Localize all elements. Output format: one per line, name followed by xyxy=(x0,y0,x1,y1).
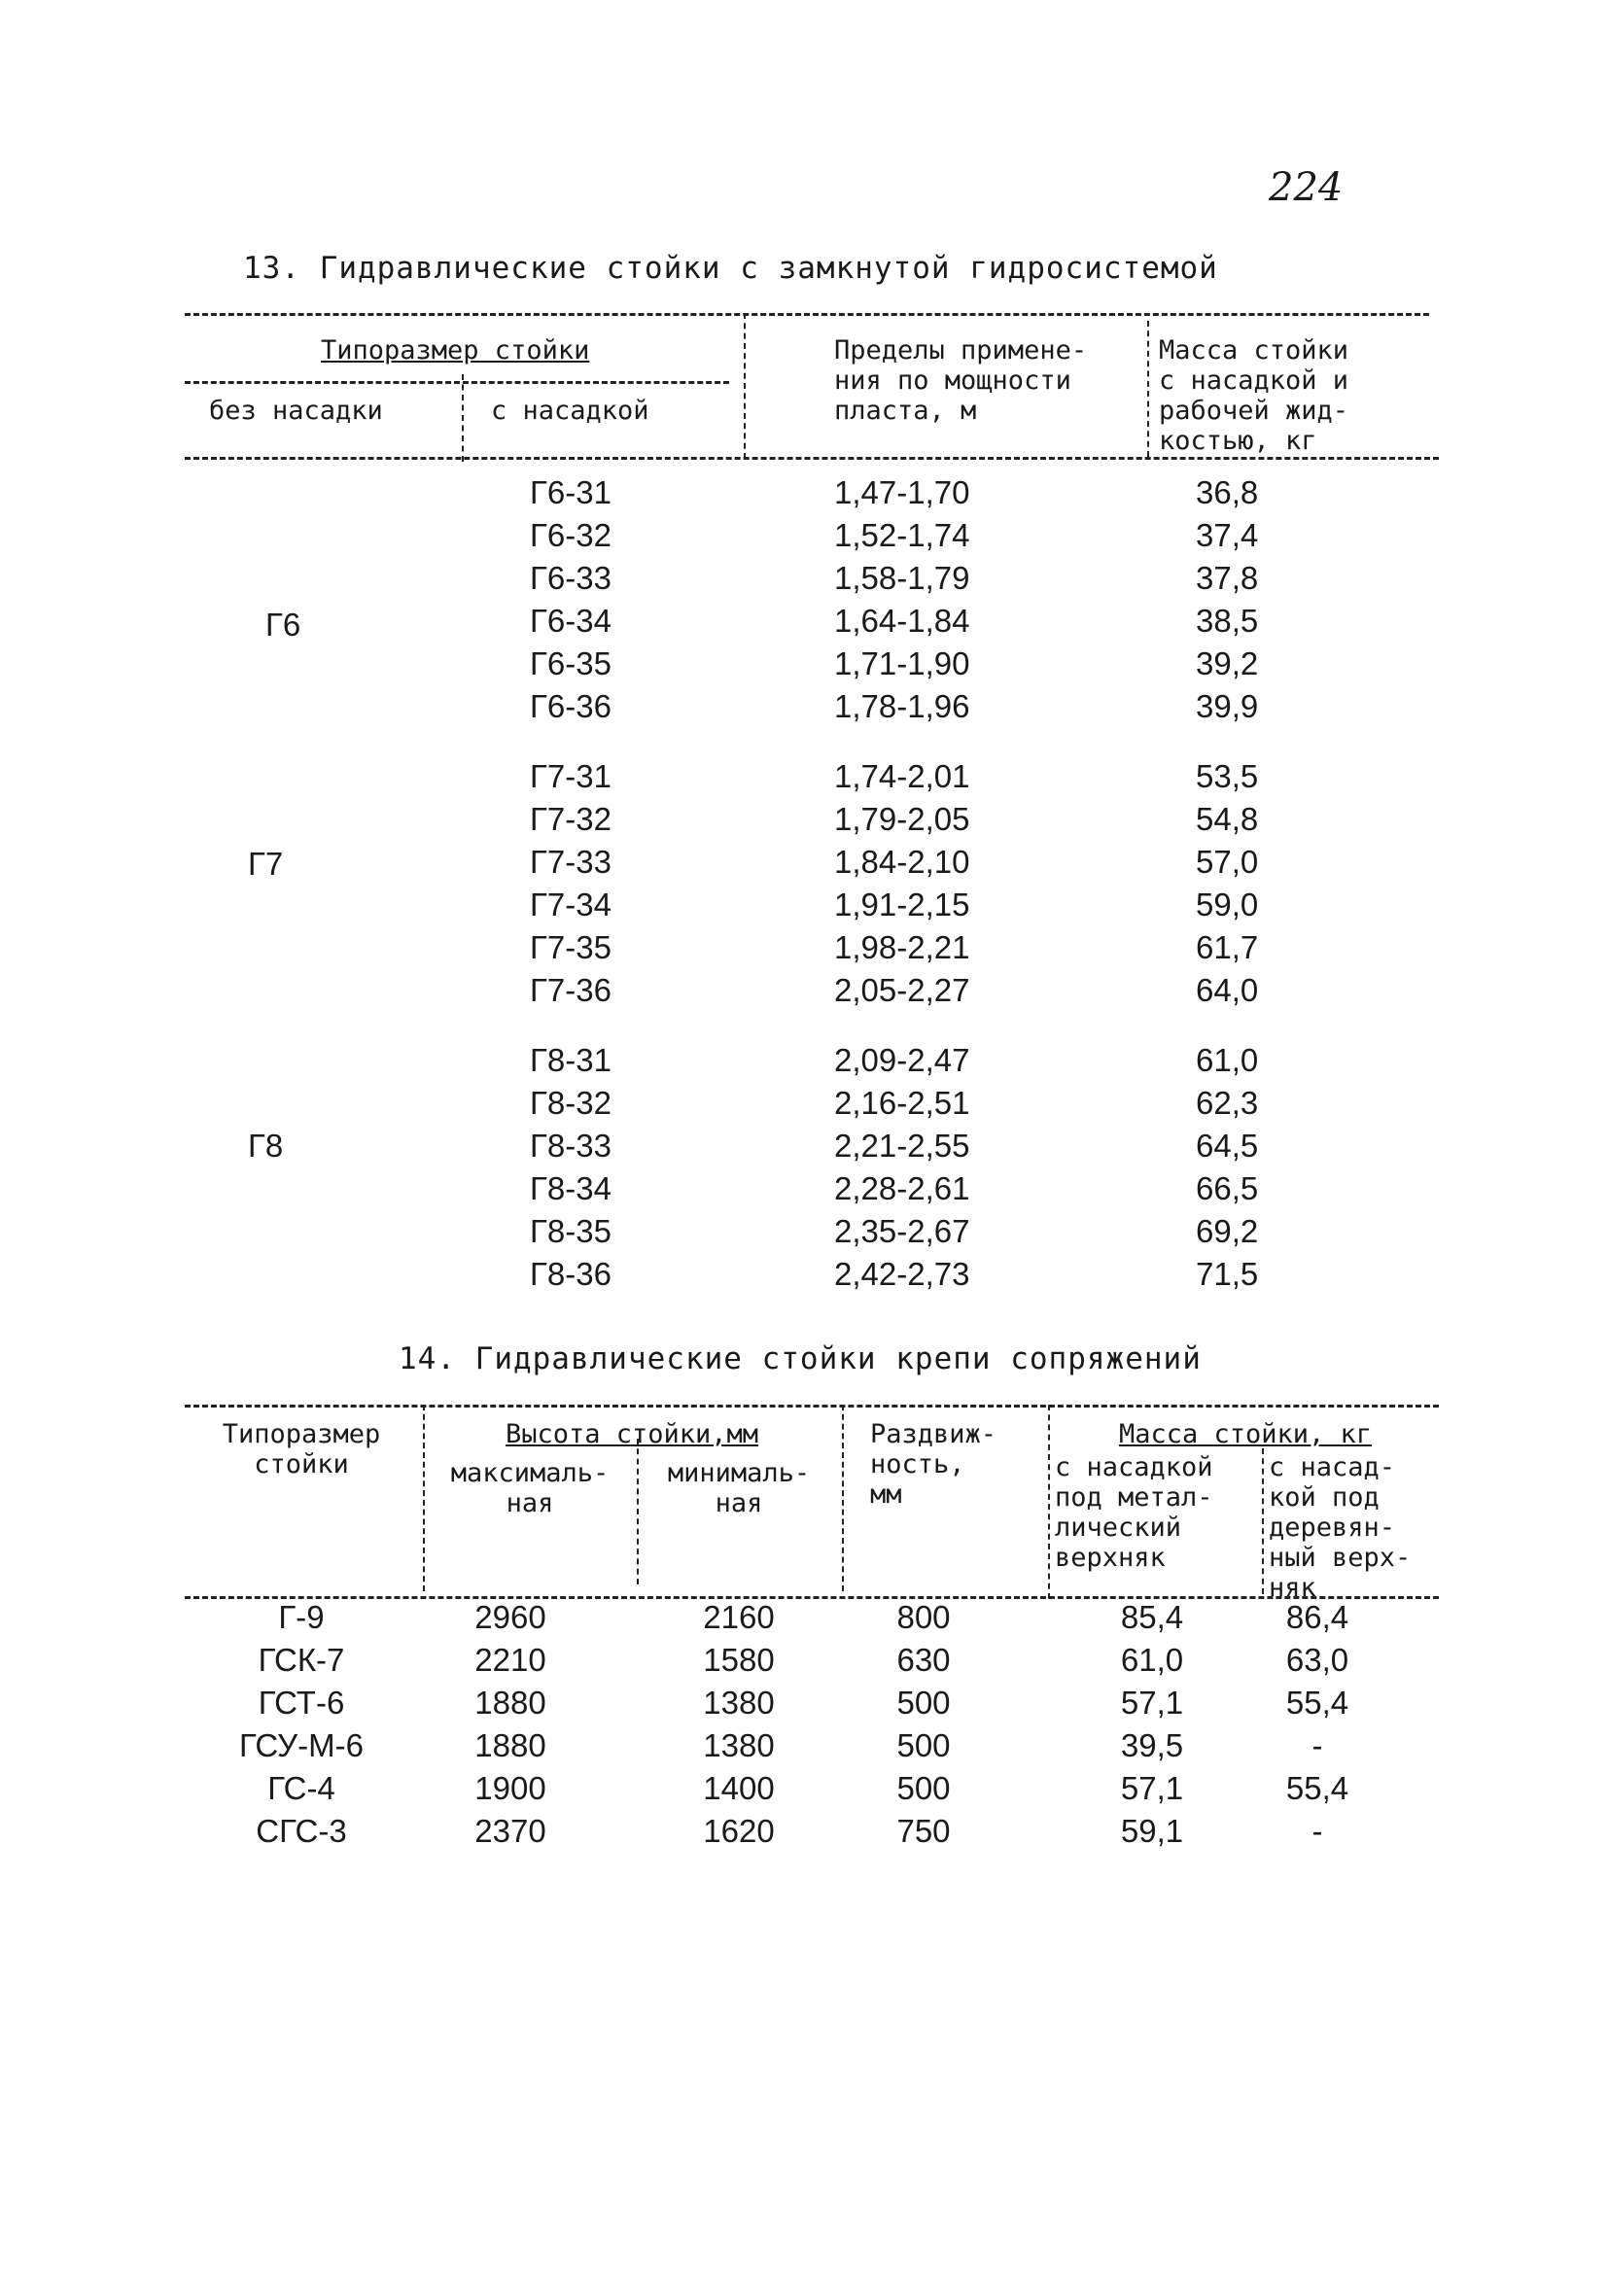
t14-vsep-2 xyxy=(637,1439,639,1584)
t14-min: 1380 xyxy=(703,1685,775,1721)
t13-range: 1,91-2,15 xyxy=(834,887,970,922)
t13-header-mass xyxy=(1159,335,1348,456)
t14-header-metal-line-4: верхняк xyxy=(1055,1543,1166,1573)
t13-model: Г8-35 xyxy=(530,1213,612,1249)
t14-header-size xyxy=(190,1419,413,1479)
t13-model: Г7-32 xyxy=(530,801,612,837)
t13-range: 1,74-2,01 xyxy=(834,758,970,794)
t14-min: 1380 xyxy=(703,1727,775,1763)
t13-model: Г8-32 xyxy=(530,1085,612,1121)
t13-range: 1,71-1,90 xyxy=(834,645,970,681)
t13-group-label: Г6 xyxy=(265,607,301,643)
t14-max: 1880 xyxy=(474,1685,546,1721)
t14-header-wood-line-5: няк xyxy=(1269,1573,1316,1603)
table13-title: 13. Гидравлические стойки с замкнутой гидросистемой xyxy=(243,251,1218,286)
t13-model: Г7-36 xyxy=(530,972,612,1008)
t14-header-min-line-1: минималь- xyxy=(667,1458,811,1488)
t14-header-metal-line-1: с насадкой xyxy=(1055,1452,1213,1482)
t14-header-travel xyxy=(870,1419,996,1510)
t14-header-metal xyxy=(1055,1452,1213,1573)
t13-mass: 62,3 xyxy=(1196,1085,1259,1121)
t13-model: Г7-34 xyxy=(530,887,612,922)
t14-header-mass-group: Масса стойки, кг xyxy=(1118,1419,1373,1449)
t14-max: 1880 xyxy=(474,1727,546,1763)
t14-travel: 800 xyxy=(896,1599,951,1635)
t13-header-range xyxy=(834,335,1087,426)
t13-vsep-2 xyxy=(744,313,746,459)
t13-mass: 64,5 xyxy=(1196,1128,1259,1164)
t13-range: 1,79-2,05 xyxy=(834,801,970,837)
t13-group-label: Г8 xyxy=(248,1128,284,1164)
t13-range: 2,28-2,61 xyxy=(834,1170,970,1206)
t14-header-metal-line-2: под метал- xyxy=(1055,1482,1213,1513)
t14-max: 2370 xyxy=(474,1813,546,1849)
t13-model: Г7-31 xyxy=(530,758,612,794)
t13-header-range-line-3: пласта, м xyxy=(834,396,977,426)
t13-vsep-3 xyxy=(1147,321,1149,457)
table14-title: 14. Гидравлические стойки крепи сопряжений xyxy=(399,1341,1202,1376)
t13-model: Г7-33 xyxy=(530,844,612,880)
table13-top-rule xyxy=(185,313,1429,316)
t13-header-mass-line-4: костью, кг xyxy=(1159,426,1317,456)
t13-vsep-1 xyxy=(462,374,464,462)
t14-min: 1400 xyxy=(703,1770,775,1806)
table13-header-rule xyxy=(185,457,1439,460)
t14-max: 2210 xyxy=(474,1642,546,1678)
t13-mass: 39,9 xyxy=(1196,688,1259,724)
t13-mass: 64,0 xyxy=(1196,972,1259,1008)
t14-header-min xyxy=(642,1458,836,1518)
t13-mass: 37,4 xyxy=(1196,517,1259,553)
t13-range: 1,78-1,96 xyxy=(834,688,970,724)
t13-model: Г6-36 xyxy=(530,688,612,724)
t13-range: 2,42-2,73 xyxy=(834,1256,970,1292)
table14-top-rule xyxy=(185,1405,1439,1408)
t13-header-mass-line-1: Масса стойки xyxy=(1159,335,1349,365)
t13-mass: 61,0 xyxy=(1196,1042,1259,1078)
t13-range: 1,47-1,70 xyxy=(834,474,970,510)
t13-header-with-nozzle: с насадкой xyxy=(491,396,649,426)
t14-header-wood-line-3: деревян- xyxy=(1269,1513,1396,1543)
t13-model: Г6-35 xyxy=(530,645,612,681)
t14-vsep-4 xyxy=(1048,1405,1050,1599)
t14-header-wood-line-4: ный верх- xyxy=(1269,1543,1412,1573)
t13-range: 1,52-1,74 xyxy=(834,517,970,553)
t14-travel: 630 xyxy=(896,1642,951,1678)
t13-model: Г6-32 xyxy=(530,517,612,553)
t14-travel: 750 xyxy=(896,1813,951,1849)
t13-mass: 61,7 xyxy=(1196,929,1259,965)
t14-header-size-line-2: стойки xyxy=(254,1449,349,1479)
t13-range: 1,84-2,10 xyxy=(834,844,970,880)
t14-name: Г-9 xyxy=(278,1599,325,1635)
t13-range: 2,16-2,51 xyxy=(834,1085,970,1121)
t13-model: Г8-31 xyxy=(530,1042,612,1078)
t14-header-wood-line-2: кой под xyxy=(1269,1482,1380,1513)
t13-model: Г8-36 xyxy=(530,1256,612,1292)
t14-name: ГСТ-6 xyxy=(258,1685,345,1721)
t13-model: Г8-34 xyxy=(530,1170,612,1206)
t13-mass: 71,5 xyxy=(1196,1256,1259,1292)
t14-header-travel-line-2: ность, xyxy=(870,1449,965,1479)
t13-model: Г6-34 xyxy=(530,603,612,639)
t14-header-metal-line-3: лический xyxy=(1055,1513,1182,1543)
t14-min: 1620 xyxy=(703,1813,775,1849)
t13-mass: 39,2 xyxy=(1196,645,1259,681)
t13-header-range-line-1: Пределы примене- xyxy=(834,335,1088,365)
t14-metal: 39,5 xyxy=(1120,1727,1184,1763)
t14-header-travel-line-1: Раздвиж- xyxy=(870,1419,997,1449)
t13-model: Г7-35 xyxy=(530,929,612,965)
t13-mass: 37,8 xyxy=(1196,560,1259,596)
t14-wood: 55,4 xyxy=(1285,1770,1349,1806)
t14-header-max-line-1: максималь- xyxy=(450,1458,610,1488)
t14-header-wood xyxy=(1269,1452,1411,1603)
t14-metal: 59,1 xyxy=(1120,1813,1184,1849)
t14-wood: - xyxy=(1311,1727,1323,1763)
t13-range: 2,35-2,67 xyxy=(834,1213,970,1249)
t14-vsep-1 xyxy=(423,1405,425,1591)
t14-metal: 57,1 xyxy=(1120,1770,1184,1806)
t13-header-no-nozzle: без насадки xyxy=(209,396,383,426)
t13-mass: 54,8 xyxy=(1196,801,1259,837)
t14-max: 2960 xyxy=(474,1599,546,1635)
t13-model: Г8-33 xyxy=(530,1128,612,1164)
t14-name: СГС-3 xyxy=(256,1813,347,1849)
t14-travel: 500 xyxy=(896,1685,951,1721)
t13-model: Г6-31 xyxy=(530,474,612,510)
t13-header-range-line-2: ния по мощности xyxy=(834,365,1071,396)
t14-metal: 57,1 xyxy=(1120,1685,1184,1721)
t14-wood: 63,0 xyxy=(1285,1642,1349,1678)
t14-header-min-line-2: ная xyxy=(715,1488,763,1518)
t13-header-mass-line-2: с насадкой и xyxy=(1159,365,1349,396)
t13-header-group: Типоразмер стойки xyxy=(321,335,590,365)
t13-range: 2,21-2,55 xyxy=(834,1128,970,1164)
t13-mass: 57,0 xyxy=(1196,844,1259,880)
t14-metal: 61,0 xyxy=(1120,1642,1184,1678)
t13-mass: 53,5 xyxy=(1196,758,1259,794)
t13-range: 1,64-1,84 xyxy=(834,603,970,639)
t13-range: 1,58-1,79 xyxy=(834,560,970,596)
t13-range: 1,98-2,21 xyxy=(834,929,970,965)
t14-header-height-group: Высота стойки,мм xyxy=(505,1419,759,1449)
t14-header-wood-line-1: с насад- xyxy=(1269,1452,1396,1482)
t14-travel: 500 xyxy=(896,1727,951,1763)
t13-sub-rule xyxy=(185,381,729,384)
t14-vsep-5 xyxy=(1262,1448,1264,1594)
t13-mass: 66,5 xyxy=(1196,1170,1259,1206)
t13-mass: 38,5 xyxy=(1196,603,1259,639)
t13-mass: 36,8 xyxy=(1196,474,1259,510)
t14-name: ГСК-7 xyxy=(258,1642,345,1678)
t13-group-label: Г7 xyxy=(248,846,284,882)
t14-vsep-3 xyxy=(842,1405,844,1591)
t14-wood: 55,4 xyxy=(1285,1685,1349,1721)
t14-header-size-line-1: Типоразмер xyxy=(222,1419,381,1449)
t14-metal: 85,4 xyxy=(1120,1599,1184,1635)
t14-travel: 500 xyxy=(896,1770,951,1806)
t14-min: 2160 xyxy=(703,1599,775,1635)
t14-wood: 86,4 xyxy=(1285,1599,1349,1635)
t13-range: 2,05-2,27 xyxy=(834,972,970,1008)
t14-wood: - xyxy=(1311,1813,1323,1849)
t14-header-max xyxy=(428,1458,632,1518)
t13-mass: 59,0 xyxy=(1196,887,1259,922)
t13-model: Г6-33 xyxy=(530,560,612,596)
t13-header-mass-line-3: рабочей жид- xyxy=(1159,396,1349,426)
t14-name: ГС-4 xyxy=(267,1770,335,1806)
t13-mass: 69,2 xyxy=(1196,1213,1259,1249)
t13-range: 2,09-2,47 xyxy=(834,1042,970,1078)
t14-name: ГСУ-М-6 xyxy=(239,1727,364,1763)
t14-max: 1900 xyxy=(474,1770,546,1806)
t14-min: 1580 xyxy=(703,1642,775,1678)
t14-header-max-line-2: ная xyxy=(506,1488,554,1518)
t14-header-travel-line-3: мм xyxy=(870,1479,902,1510)
page-number: 224 xyxy=(1269,165,1344,210)
